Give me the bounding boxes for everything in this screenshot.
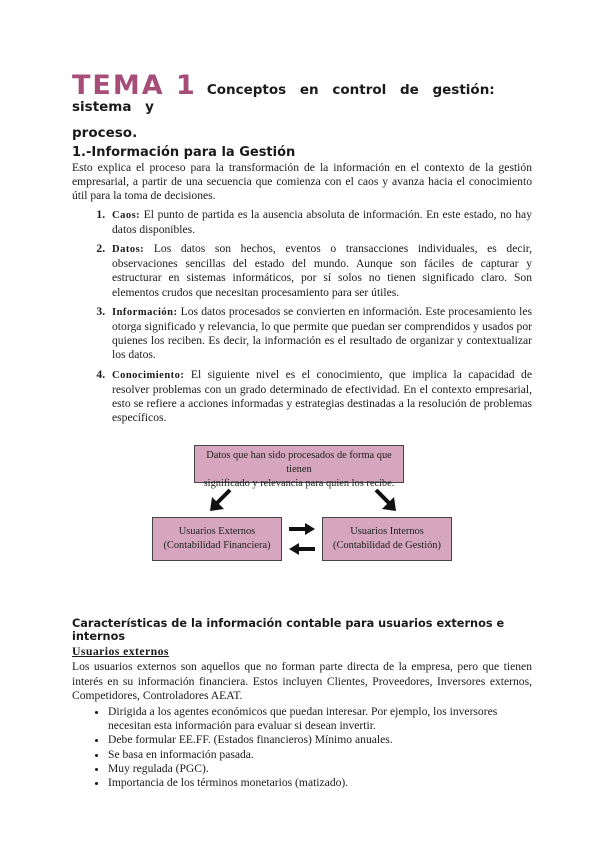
tema-label: TEMA 1 <box>72 70 197 101</box>
diagram-box-text: (Contabilidad Financiera) <box>163 540 271 552</box>
external-users-intro: Los usuarios externos son aquellos que no forman parte directa de la empresa, pero que tienen interés en su información financiera. Estos incluyen Clientes, Proveedores, Inversores externos, Competidores, Controladores AEAT. <box>72 660 532 702</box>
diagram-box-text: (Contabilidad de Gestión) <box>333 540 441 552</box>
list-item-term: Datos: <box>112 244 145 256</box>
diagram-box-text: Usuarios Internos <box>350 526 424 538</box>
diagram-box-internal-users <box>322 517 452 561</box>
bullet-item: • Dirigida a los agentes económicos que puedan interesar. Por ejemplo, los inversores necesitan esta información para evaluar si desean invertir. <box>108 705 532 733</box>
diagram-box-processed-data <box>194 445 404 490</box>
title-text: Conceptos en control de gestión: sistema y <box>72 82 495 115</box>
list-item-text: El punto de partida es la ausencia absoluta de información. En este estado, no hay datos disponibles. <box>112 207 532 236</box>
external-users-bullets <box>72 705 532 790</box>
list-item-text: Los datos procesados se convierten en información. Este procesamiento les otorga significado y relevancia, lo que permite que puedan ser comprendidos y usados por quienes los reciben. Es decir, la información es el resultado de organizar y contextualizar los datos. <box>112 304 532 362</box>
diagram-box-text: Datos que han sido procesados de forma que tienen <box>206 450 392 476</box>
arrow-right-icon <box>288 523 316 535</box>
section-heading-informacion: 1.-Información para la Gestión <box>72 145 296 160</box>
list-item <box>108 305 532 363</box>
section-heading-caracteristicas: Características de la información contable para usuarios externos e internos <box>72 617 505 644</box>
subheading-usuarios-externos: Usuarios externos <box>72 644 169 659</box>
bullet-item: • Se basa en información pasada. <box>108 748 532 762</box>
diagram-box-text: significado y relevancia para quien los recibe. <box>203 478 395 490</box>
list-item <box>108 368 532 426</box>
bullet-item: • Debe formular EE.FF. (Estados financieros) Mínimo anuales. <box>108 733 532 747</box>
document-page <box>72 72 532 790</box>
list-item-term: Caos: <box>112 209 141 221</box>
title-block <box>72 72 532 115</box>
arrow-down-left-icon <box>208 487 234 513</box>
concept-list <box>72 208 532 426</box>
list-item-term: Información: <box>112 306 178 318</box>
list-item <box>108 208 532 237</box>
arrow-down-right-icon <box>372 487 398 513</box>
diagram-box-text: Usuarios Externos <box>178 526 256 538</box>
section-intro: Esto explica el proceso para la transformación de la información en el contexto de la gestión empresarial, a partir de una secuencia que comienza con el caos y avanza hacia el conocimiento útil para la toma de decisiones. <box>72 161 532 203</box>
title-text-continued: proceso. <box>72 125 138 141</box>
bullet-item: • Muy regulada (PGC). <box>108 762 532 776</box>
information-users-diagram <box>72 439 532 599</box>
list-item-term: Conocimiento: <box>112 369 185 381</box>
bullet-item: • Importancia de los términos monetarios (matizado). <box>108 776 532 790</box>
list-item-text: Los datos son hechos, eventos o transacciones individuales, es decir, observaciones sencillas del estado del mundo. Aunque son fáciles de capturar y estructurar en sistemas informáticos, por sí solos no tienen significado claro. Son elementos crudos que necesitan procesamiento para ser útiles. <box>112 242 533 299</box>
list-item <box>108 242 532 300</box>
list-item-text: El siguiente nivel es el conocimiento, que implica la capacidad de resolver problemas con un grado determinado de efectividad. En el contexto empresarial, esto se refiere a acciones informadas y estrategias destinadas a la resolución de problemas específicos. <box>112 367 533 425</box>
arrow-left-icon <box>288 543 316 555</box>
diagram-box-external-users <box>152 517 282 561</box>
